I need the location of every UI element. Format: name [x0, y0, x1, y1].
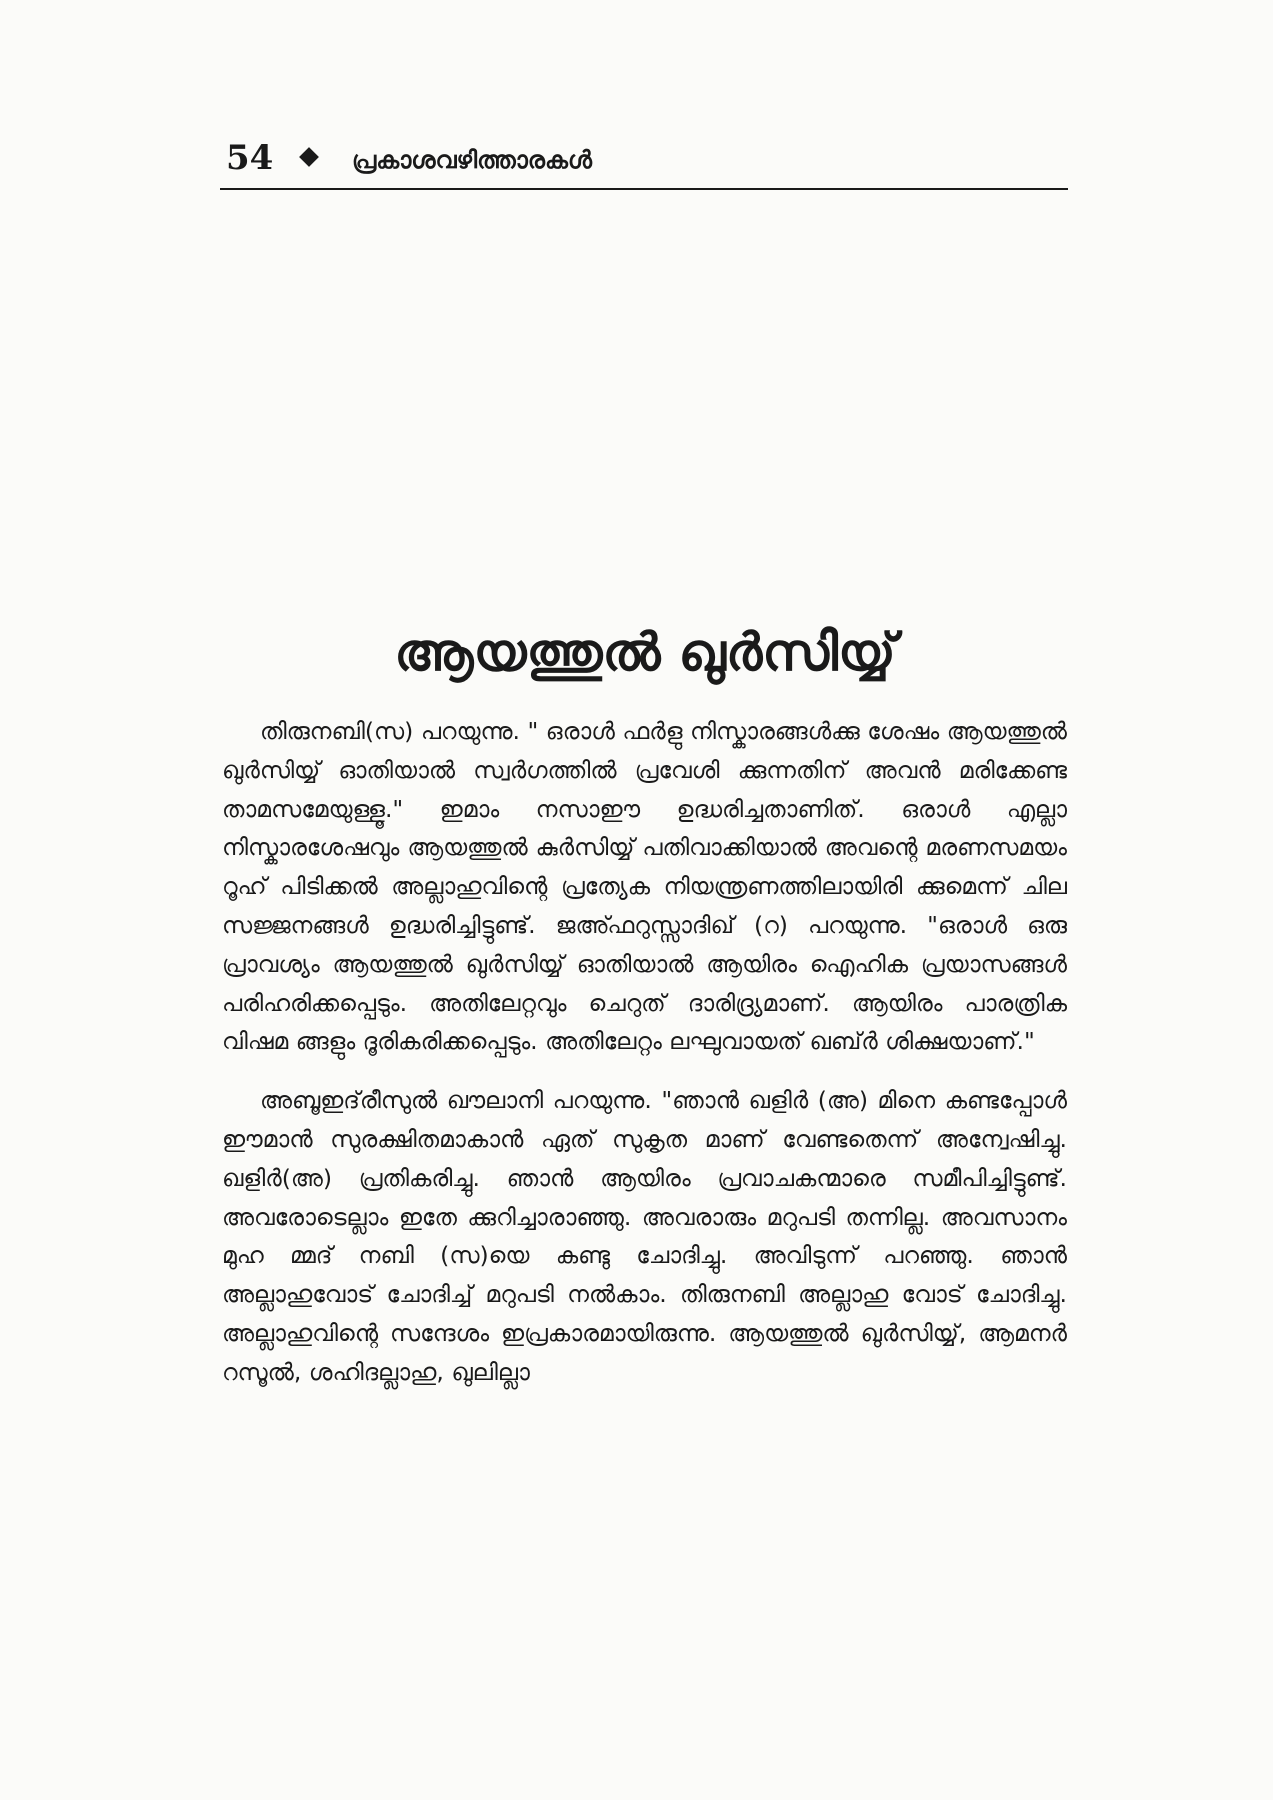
paragraph: അബൂഇദ്‌രീസുൽ ഖൗലാനി പറയുന്നു. "ഞാൻ ഖളിർ (അ) മിനെ കണ്ടപ്പോൾ ഈമാൻ സുരക്ഷിതമാകാൻ ഏത് സുകൃത മാണ് വേണ്ടതെന്ന് അന്വേഷിച്ചു. ഖളിർ(അ) പ്രതികരിച്ചു. ഞാൻ ആയിരം പ്രവാചകന്മാരെ സമീപിച്ചിട്ടുണ്ട്. അവരോടെല്ലാം ഇതേ ക്കുറിച്ചാരാഞ്ഞു. അവരാരും മറുപടി തന്നില്ല. അവസാനം മുഹ മ്മദ് നബി (സ)യെ കണ്ടു ചോദിച്ചു. അവിടുന്ന് പറഞ്ഞു. ഞാൻ അല്ലാഹുവോട് ചോദിച്ച് മറുപടി നൽകാം. തിരുനബി അല്ലാഹു വോട് ചോദിച്ചു. അല്ലാഹുവിന്റെ സന്ദേശം ഇപ്രകാരമായിരുന്നു. ആയത്തുൽ ഖുർസിയ്യ്, ആമനർ റസൂൽ, ശഹിദല്ലാഹു, ഖുലില്ലാ — [222, 1086, 1067, 1386]
page-number: 54 — [226, 138, 274, 178]
diamond-icon — [299, 147, 319, 167]
header-rule — [220, 188, 1068, 190]
book-title: പ്രകാശവഴിത്താരകൾ — [352, 146, 592, 174]
chapter-title: ആയത്തുൽ ഖുർസിയ്യ് — [394, 623, 896, 683]
paragraph: തിരുനബി(സ) പറയുന്നു. " ഒരാൾ ഫർളു നിസ്കാരങ്ങൾക്കു ശേഷം ആയത്തുൽ ഖുർസിയ്യ് ഓതിയാൽ സ്വർഗത്തിൽ പ്രവേശി ക്കുന്നതിന് അവൻ മരിക്കേണ്ട താമസമേയുള്ളൂ." ഇമാം നസാഈ ഉദ്ധരിച്ചതാണിത്. ഒരാൾ എല്ലാ നിസ്കാരശേഷവും ആയത്തുൽ കുർസിയ്യ് പതിവാക്കിയാൽ അവന്റെ മരണസമയം റൂഹ് പിടിക്കൽ അല്ലാഹുവിന്റെ പ്രത്യേക നിയന്ത്രണത്തിലായിരി ക്കുമെന്ന് ചില സജ്ജനങ്ങൾ ഉദ്ധരിച്ചിട്ടുണ്ട്. ജഅ്ഫറുസ്സാദിഖ് (റ) പറയുന്നു. "ഒരാൾ ഒരു പ്രാവശ്യം ആയത്തുൽ ഖുർസിയ്യ് ഓതിയാൽ ആയിരം ഐഹിക പ്രയാസങ്ങൾ പരിഹരിക്കപ്പെടും. അതിലേറ്റവും ചെറുത് ദാരിദ്ര്യമാണ്. ആയിരം പാരത്രിക വിഷമ ങ്ങളും ദൂരികരിക്കപ്പെടും. അതിലേറ്റം ലഘുവായത് ഖബ്ർ ശിക്ഷയാണ്." — [222, 717, 1067, 1056]
running-header — [220, 136, 1070, 192]
body-text — [222, 712, 1067, 1392]
